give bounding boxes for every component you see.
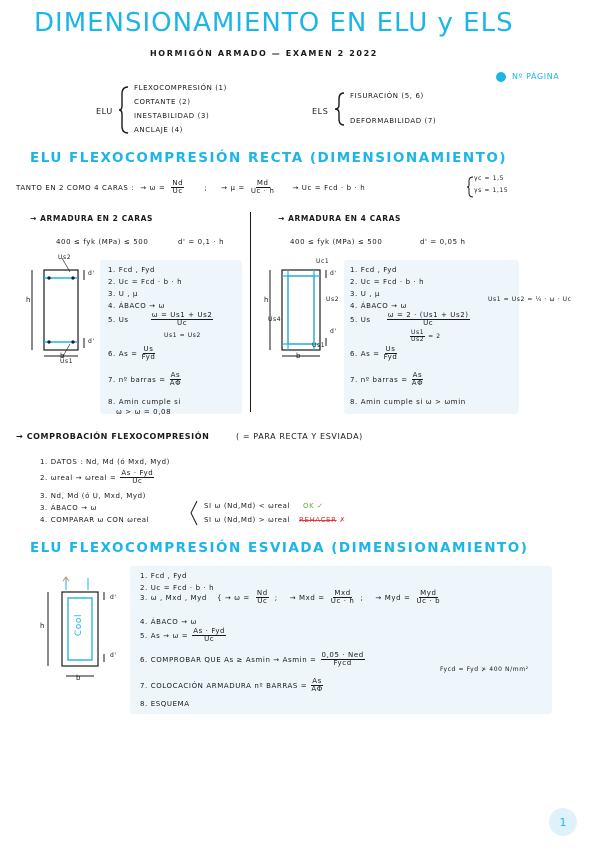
esv-step-4: 4. ÁBACO → ω xyxy=(140,618,197,626)
comprobacion-note: ( = PARA RECTA Y ESVIADA) xyxy=(236,432,363,441)
gamma-c: γc = 1,5 xyxy=(474,175,505,182)
els-item-2: DEFORMABILIDAD (7) xyxy=(350,117,437,125)
legend-dot-icon xyxy=(496,72,506,82)
dos-us-eq: Us1 = Us2 xyxy=(164,332,201,339)
dos-step-6: 6. As = $\frac{Us}{\text{Fyd}}$ xyxy=(108,345,156,362)
esv-fycd: Fycd = Fyd ≯ 400 N/mm² xyxy=(440,666,529,673)
elu-brace-icon xyxy=(118,86,130,134)
esviada-label-b: b xyxy=(76,674,82,682)
cuatro-caras-cond: 400 ≤ fyk (MPa) ≤ 500 xyxy=(290,238,383,246)
legend-label: Nº PÁGINA xyxy=(512,72,560,81)
tanto-line: TANTO EN 2 COMO 4 CARAS : → ω = $\frac{Nd}{Uc}$ ; → μ = $\frac{Md}{Uc \cdot h}$ → Uc = Fcd · b · h xyxy=(16,179,366,196)
cuatro-label-us2: Us2 xyxy=(326,296,340,303)
els-label: ELS xyxy=(312,107,329,116)
dos-label-h: h xyxy=(26,296,32,304)
dos-step-2: 2. Uc = Fcd · b · h xyxy=(108,278,183,286)
cuatro-step-6: 6. As = $\frac{Us}{\text{Fyd}}$ xyxy=(350,345,398,362)
cuatro-caras-dprime: d' = 0,05 h xyxy=(420,238,466,246)
cuatro-us-mini: $\frac{Us1}{Us2}$ = 2 xyxy=(411,329,441,344)
esv-step-8: 8. ESQUEMA xyxy=(140,700,190,708)
cuatro-label-uc1: Uc1 xyxy=(316,258,330,265)
comp-step-3b: 3. ÁBACO → ω xyxy=(40,504,97,512)
dos-label-us2: Us2 xyxy=(58,254,72,261)
comp-step-3a: 3. Nd, Md (ó U, Mxd, Myd) xyxy=(40,492,146,500)
dos-step-1: 1. Fcd , Fyd xyxy=(108,266,156,274)
comp-step-2: 2. ωreal → ωreal = $\frac{\text{As · Fyd}}{Uc}$ xyxy=(40,469,154,486)
comp-brace-icon xyxy=(190,500,198,526)
dos-label-us1: Us1 xyxy=(60,358,74,365)
dos-caras-dprime: d' = 0,1 · h xyxy=(178,238,225,246)
esv-step-5: 5. As → ω = $\frac{\text{As · Fyd}}{Uc}$ xyxy=(140,627,226,644)
cuatro-step-7: 7. nº barras = $\frac{As}{A\Phi}$ xyxy=(350,371,424,388)
comprobacion-title: → COMPROBACIÓN FLEXOCOMPRESIÓN xyxy=(16,432,210,441)
esviada-label-d2: d' xyxy=(110,652,117,659)
dos-step-7: 7. nº barras = $\frac{As}{A\Phi}$ xyxy=(108,371,182,388)
esviada-label-cool: Cool xyxy=(74,613,85,637)
cuatro-us-side: Us1 = Us2 = ¼ · ω · Uc xyxy=(488,296,572,303)
gamma-brace-icon xyxy=(466,176,474,198)
cuatro-label-d2: d' xyxy=(330,328,337,335)
section-esviada-title: ELU FLEXOCOMPRESIÓN ESVIADA (DIMENSIONAMIENTO) xyxy=(30,540,529,556)
cuatro-step-4: 4. ÁBACO → ω xyxy=(350,302,407,310)
esv-step-6: 6. COMPROBAR QUE As ≥ Asmin → Asmin = $\frac{\text{0,05 · Ned}}{\text{Fycd}}$ xyxy=(140,651,364,668)
cuatro-step-1: 1. Fcd , Fyd xyxy=(350,266,398,274)
cuatro-caras-title: → ARMADURA EN 4 CARAS xyxy=(278,214,401,223)
els-item-1: FISURACIÓN (5, 6) xyxy=(350,92,424,100)
cuatro-label-us4: Us4 xyxy=(268,316,282,323)
esviada-label-h: h xyxy=(40,622,46,630)
elu-item-1: FLEXOCOMPRESIÓN (1) xyxy=(134,84,227,92)
section-recta-title: ELU FLEXOCOMPRESIÓN RECTA (DIMENSIONAMIENTO) xyxy=(30,150,507,166)
cuatro-label-us1: Us1 xyxy=(312,342,326,349)
comp-case-ok: SI ω (Nd,Md) < ωreal OK ✓ xyxy=(204,502,324,510)
gamma-s: γs = 1,15 xyxy=(474,187,509,194)
dos-label-d2: d' xyxy=(88,338,95,345)
dos-step-8b: ω > ω = 0,08 xyxy=(116,408,172,416)
dos-step-4: 4. ÁBACO → ω xyxy=(108,302,165,310)
rehacer-label: REHACER xyxy=(298,516,337,524)
cuatro-step-5: 5. Us $\frac{\omega = 2 \cdot (Us1 + Us2)}{Uc}$ xyxy=(350,311,469,328)
comp-step-4: 4. COMPARAR ω CON ωreal xyxy=(40,516,150,524)
cuatro-step-3: 3. U , μ xyxy=(350,290,380,298)
esv-step-3: 3. ω , Mxd , Myd { → ω = $\frac{Nd}{Uc}$ ; → Mxd = $\frac{\text{Mxd}}{Uc \cdot h}$ ; → Myd = $\frac{\text{Myd}}{Uc \cdot b}$ xyxy=(140,589,441,606)
comp-step-1: 1. DATOS : Nd, Md (ó Mxd, Myd) xyxy=(40,458,170,466)
esv-step-7: 7. COLOCACIÓN ARMADURA nº BARRAS = $\frac{As}{A\Phi}$ xyxy=(140,677,323,694)
dos-step-8: 8. Amin cumple si xyxy=(108,398,181,406)
dos-label-b: b xyxy=(60,352,66,360)
cross-icon: ✗ xyxy=(339,516,346,524)
page-subtitle: HORMIGÓN ARMADO — EXAMEN 2 2022 xyxy=(150,49,378,58)
comp-case-bad: SI ω (Nd,Md) > ωreal REHACER ✗ xyxy=(204,516,346,524)
elu-item-2: CORTANTE (2) xyxy=(134,98,191,106)
esviada-label-d1: d' xyxy=(110,594,117,601)
dos-caras-cond: 400 ≤ fyk (MPa) ≤ 500 xyxy=(56,238,149,246)
dos-label-d1: d' xyxy=(88,270,95,277)
dos-step-5: 5. Us $\frac{\omega = Us1 + Us2}{Uc}$ xyxy=(108,311,213,328)
page-title: DIMENSIONAMIENTO EN ELU y ELS xyxy=(34,8,514,38)
esv-step-1: 1. Fcd , Fyd xyxy=(140,572,188,580)
els-brace-icon xyxy=(334,92,346,126)
ok-label: OK ✓ xyxy=(302,502,324,510)
cuatro-label-h: h xyxy=(264,296,270,304)
cuatro-step-8: 8. Amin cumple si ω > ωmin xyxy=(350,398,466,406)
cuatro-label-d1: d' xyxy=(330,270,337,277)
column-divider xyxy=(250,212,251,412)
dos-caras-title: → ARMADURA EN 2 CARAS xyxy=(30,214,153,223)
elu-item-3: INESTABILIDAD (3) xyxy=(134,112,210,120)
cuatro-label-b: b xyxy=(296,352,302,360)
dos-step-3: 3. U , μ xyxy=(108,290,138,298)
elu-item-4: ANCLAJE (4) xyxy=(134,126,183,134)
elu-label: ELU xyxy=(96,107,113,116)
page-number-badge: 1 xyxy=(549,808,577,836)
cuatro-step-2: 2. Uc = Fcd · b · h xyxy=(350,278,425,286)
esv-step-2: 2. Uc = Fcd · b · h xyxy=(140,584,215,592)
